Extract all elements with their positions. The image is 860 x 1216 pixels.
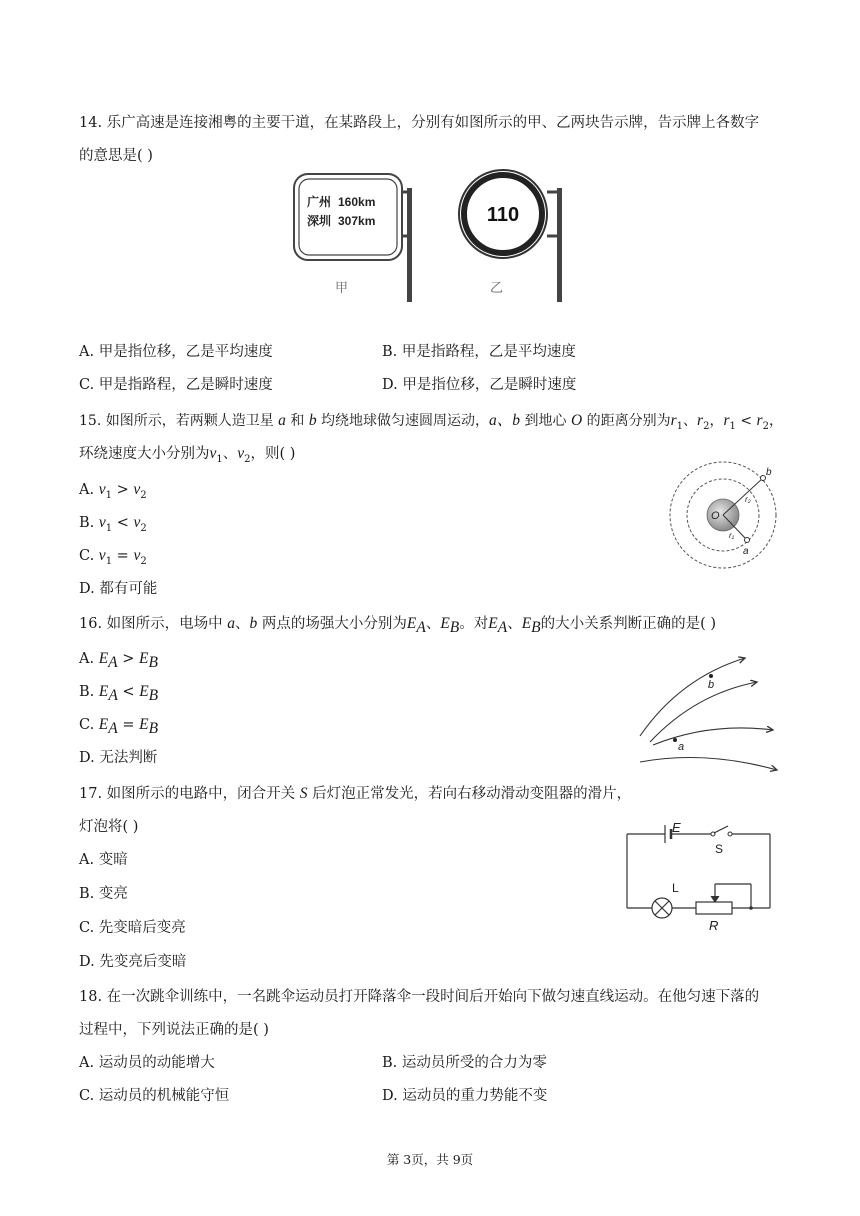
circuit-label-l: L bbox=[672, 881, 679, 895]
q14-stem-line1: 14. 乐广高速是连接湘粤的主要干道，在某路段上，分别有如图所示的甲、乙两块告示牌，告示牌上各数字 bbox=[79, 115, 760, 131]
q17-option-a: A. 变暗 bbox=[79, 852, 128, 868]
q14-stem-line2: 的意思是( ) bbox=[79, 148, 153, 164]
q18-stem-line2: 过程中，下列说法正确的是( ) bbox=[79, 1022, 269, 1038]
q14-option-d: D. 甲是指位移，乙是瞬时速度 bbox=[382, 377, 577, 393]
q15-stem-line1: 15. 如图所示，若两颗人造卫星 a 和 b 均绕地球做匀速圆周运动，a、b 到地心 O 的距离分别为$r_1$、$r_2$，$r_1 < r_2$， bbox=[79, 412, 783, 432]
q16-stem: 16. 如图所示，电场中 a、b 两点的场强大小分别为$E_A$、$E_B$。对$E_A$、$E_B$的大小关系判断正确的是( ) bbox=[79, 615, 717, 636]
q15-option-d: D. 都有可能 bbox=[79, 581, 158, 597]
q17-stem-line1: 17. 如图所示的电路中，闭合开关 S 后灯泡正常发光，若向右移动滑动变阻器的滑片， bbox=[79, 785, 632, 802]
q17-option-d: D. 先变亮后变暗 bbox=[79, 954, 187, 970]
q15-option-b: B. $v_1 < v_2$ bbox=[79, 514, 147, 534]
q14-option-a: A. 甲是指位移，乙是平均速度 bbox=[79, 344, 273, 360]
orbit-label-r1: r₁ bbox=[729, 531, 735, 540]
q16-option-a: A. $E_A > E_B$ bbox=[79, 650, 158, 671]
q14-figure-signs bbox=[290, 168, 580, 312]
circuit-label-r: R bbox=[709, 918, 719, 933]
q18-stem-line1: 18. 在一次跳伞训练中，一名跳伞运动员打开降落伞一段时间后开始向下做匀速直线运动。在他匀速下落的 bbox=[79, 989, 760, 1005]
field-label-a: a bbox=[678, 741, 685, 753]
sign-jia-row1-dist: 160km bbox=[338, 195, 376, 209]
page-footer: 第 3页，共 9页 bbox=[386, 1152, 474, 1167]
circuit-label-s: S bbox=[715, 842, 724, 856]
q15-option-c: C. $v_1 = v_2$ bbox=[79, 547, 147, 567]
q17-stem-line2: 灯泡将( ) bbox=[79, 819, 139, 835]
sign-jia-caption: 甲 bbox=[335, 280, 349, 295]
q18-option-a: A. 运动员的动能增大 bbox=[79, 1055, 215, 1071]
q16-option-b: B. $E_A < E_B$ bbox=[79, 683, 159, 704]
q14-option-b: B. 甲是指路程，乙是平均速度 bbox=[382, 344, 576, 360]
q17-option-b: B. 变亮 bbox=[79, 886, 128, 902]
orbit-label-r2: r₂ bbox=[745, 495, 751, 504]
sign-jia-row2-dist: 307km bbox=[338, 214, 376, 228]
q16-option-c: C. $E_A = E_B$ bbox=[79, 716, 159, 737]
sign-yi-speed: 110 bbox=[486, 204, 520, 226]
q14-option-c: C. 甲是指路程，乙是瞬时速度 bbox=[79, 377, 273, 393]
circuit-label-e: E bbox=[672, 820, 681, 835]
q18-option-c: C. 运动员的机械能守恒 bbox=[79, 1088, 230, 1104]
sign-jia-row1-city: 广州 bbox=[307, 195, 332, 209]
sign-yi-caption: 乙 bbox=[490, 280, 504, 295]
q15-option-a: A. $v_1 > v_2$ bbox=[79, 481, 147, 501]
q16-option-d: D. 无法判断 bbox=[79, 750, 158, 766]
q15-stem-line2: 环绕速度大小分别为$v_1$、$v_2$，则( ) bbox=[79, 445, 296, 465]
field-label-b: b bbox=[708, 679, 715, 691]
q15-figure-orbits bbox=[665, 460, 785, 579]
q16-figure-field-lines bbox=[635, 650, 785, 779]
q18-option-b: B. 运动员所受的合力为零 bbox=[382, 1055, 547, 1071]
orbit-label-b: b bbox=[766, 467, 772, 478]
q18-option-d: D. 运动员的重力势能不变 bbox=[382, 1088, 548, 1104]
q17-figure-circuit bbox=[620, 820, 780, 939]
q17-option-c: C. 先变暗后变亮 bbox=[79, 920, 186, 936]
orbit-label-a: a bbox=[743, 546, 749, 557]
orbit-label-o: O bbox=[711, 510, 720, 522]
sign-jia-row2-city: 深圳 bbox=[307, 214, 332, 228]
